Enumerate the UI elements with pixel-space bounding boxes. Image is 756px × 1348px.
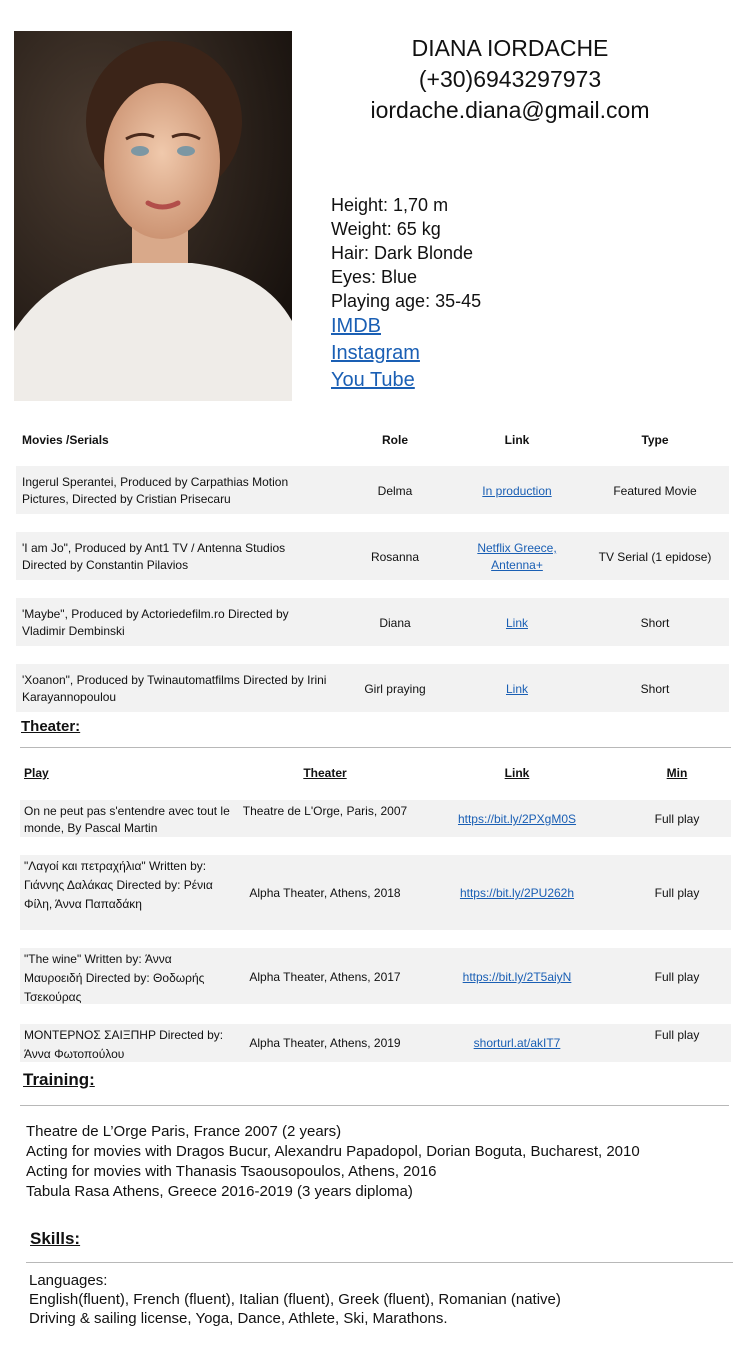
play-theater: Alpha Theater, Athens, 2019	[249, 1036, 401, 1050]
movie-type: Short	[640, 682, 670, 696]
col-role: Role	[381, 433, 408, 447]
movie-link[interactable]: Link	[505, 616, 528, 630]
movie-role: Delma	[377, 484, 413, 498]
movie-link[interactable]: Netflix Greece, Antenna+	[477, 541, 557, 572]
movie-type: TV Serial (1 epidose)	[598, 550, 712, 564]
youtube-link[interactable]: You Tube	[331, 369, 415, 391]
movie-role: Girl praying	[364, 682, 426, 696]
movie-role: Diana	[379, 616, 411, 630]
training-item: Tabula Rasa Athens, Greece 2016-2019 (3 years diploma)	[26, 1183, 413, 1200]
skills-list	[29, 1271, 561, 1328]
play-min: Full play	[654, 886, 700, 900]
stat-playing-age: Playing age: 35-45	[331, 291, 482, 311]
physical-stats	[331, 193, 481, 394]
skills-languages: English(fluent), French (fluent), Italian (fluent), Greek (fluent), Romanian (native)	[29, 1291, 561, 1308]
play-theater: Theatre de L'Orge, Paris, 2007	[242, 804, 408, 818]
play-min: Full play	[654, 812, 700, 826]
training-item: Acting for movies with Dragos Bucur, Alexandru Papadopol, Dorian Boguta, Bucharest, 2010	[26, 1143, 640, 1160]
stat-height: Height: 1,70 m	[331, 195, 449, 215]
play-title: ΜΟΝΤΕΡΝΟΣ ΣΑΙΞΠΗΡ Directed by: Άννα Φωτοπούλου	[24, 1028, 224, 1061]
skills-languages-label: Languages:	[29, 1272, 108, 1289]
stat-eyes: Eyes: Blue	[331, 267, 418, 287]
col-type: Type	[641, 433, 669, 447]
play-link[interactable]: https://bit.ly/2T5aiyN	[462, 970, 572, 984]
movie-role: Rosanna	[370, 550, 420, 564]
movie-title: Ingerul Sperantei, Produced by Carpathias Motion Pictures, Directed by Cristian Prisecaru	[22, 475, 289, 506]
movie-title: 'Xoanon", Produced by Twinautomatfilms Directed by Irini Karayannopoulou	[22, 673, 327, 704]
email-address: iordache.diana@gmail.com	[370, 97, 650, 123]
skills-heading: Skills:	[30, 1229, 81, 1248]
play-theater: Alpha Theater, Athens, 2018	[249, 886, 401, 900]
movie-type: Featured Movie	[613, 484, 697, 498]
col-min: Min	[666, 766, 688, 780]
stat-hair: Hair: Dark Blonde	[331, 243, 474, 263]
theater-heading: Theater:	[21, 718, 81, 735]
divider	[20, 1105, 729, 1106]
contact-block	[300, 33, 720, 126]
divider	[20, 747, 731, 748]
training-item: Theatre de L’Orge Paris, France 2007 (2 years)	[26, 1123, 342, 1140]
play-link[interactable]: shorturl.at/akIT7	[473, 1036, 561, 1050]
movie-link[interactable]: In production	[482, 484, 552, 498]
instagram-link[interactable]: Instagram	[331, 342, 420, 364]
play-min: Full play	[654, 1028, 700, 1042]
play-title: "The wine" Written by: Άννα Μαυροειδή Directed by: Θοδωρής Τσεκούρας	[24, 952, 205, 1004]
training-heading: Training:	[23, 1070, 95, 1089]
play-link[interactable]: https://bit.ly/2PXgM0S	[457, 812, 577, 826]
col-link: Link	[504, 433, 530, 447]
imdb-link[interactable]: IMDB	[331, 315, 381, 337]
play-theater: Alpha Theater, Athens, 2017	[249, 970, 401, 984]
skills-other: Driving & sailing license, Yoga, Dance, Athlete, Ski, Marathons.	[29, 1310, 448, 1327]
actor-name: DIANA IORDACHE	[411, 35, 609, 61]
phone-number: (+30)6943297973	[418, 66, 602, 92]
training-list	[26, 1122, 640, 1202]
play-title: "Λαγοί και πετραχήλια" Written by: Γιάννης Δαλάκας Directed by: Ρένια Φίλη, Άννα Παπαδάκη	[24, 859, 213, 911]
col-play: Play	[24, 766, 49, 780]
movie-title: 'Maybe", Produced by Actoriedefilm.ro Directed by Vladimir Dembinski	[22, 607, 289, 638]
movie-type: Short	[640, 616, 670, 630]
divider	[26, 1262, 733, 1263]
col-link: Link	[504, 766, 530, 780]
play-min: Full play	[654, 970, 700, 984]
play-link[interactable]: https://bit.ly/2PU262h	[459, 886, 575, 900]
col-theater: Theater	[303, 766, 347, 780]
movie-title: 'I am Jo", Produced by Ant1 TV / Antenna Studios Directed by Constantin Pilavios	[22, 541, 286, 572]
profile-photo	[14, 31, 292, 401]
play-title: On ne peut pas s'entendre avec tout le monde, By Pascal Martin	[24, 804, 230, 835]
training-item: Acting for movies with Thanasis Tsaousopoulos, Athens, 2016	[26, 1163, 437, 1180]
movie-link[interactable]: Link	[505, 682, 528, 696]
col-movies: Movies /Serials	[22, 433, 109, 447]
stat-weight: Weight: 65 kg	[331, 219, 441, 239]
